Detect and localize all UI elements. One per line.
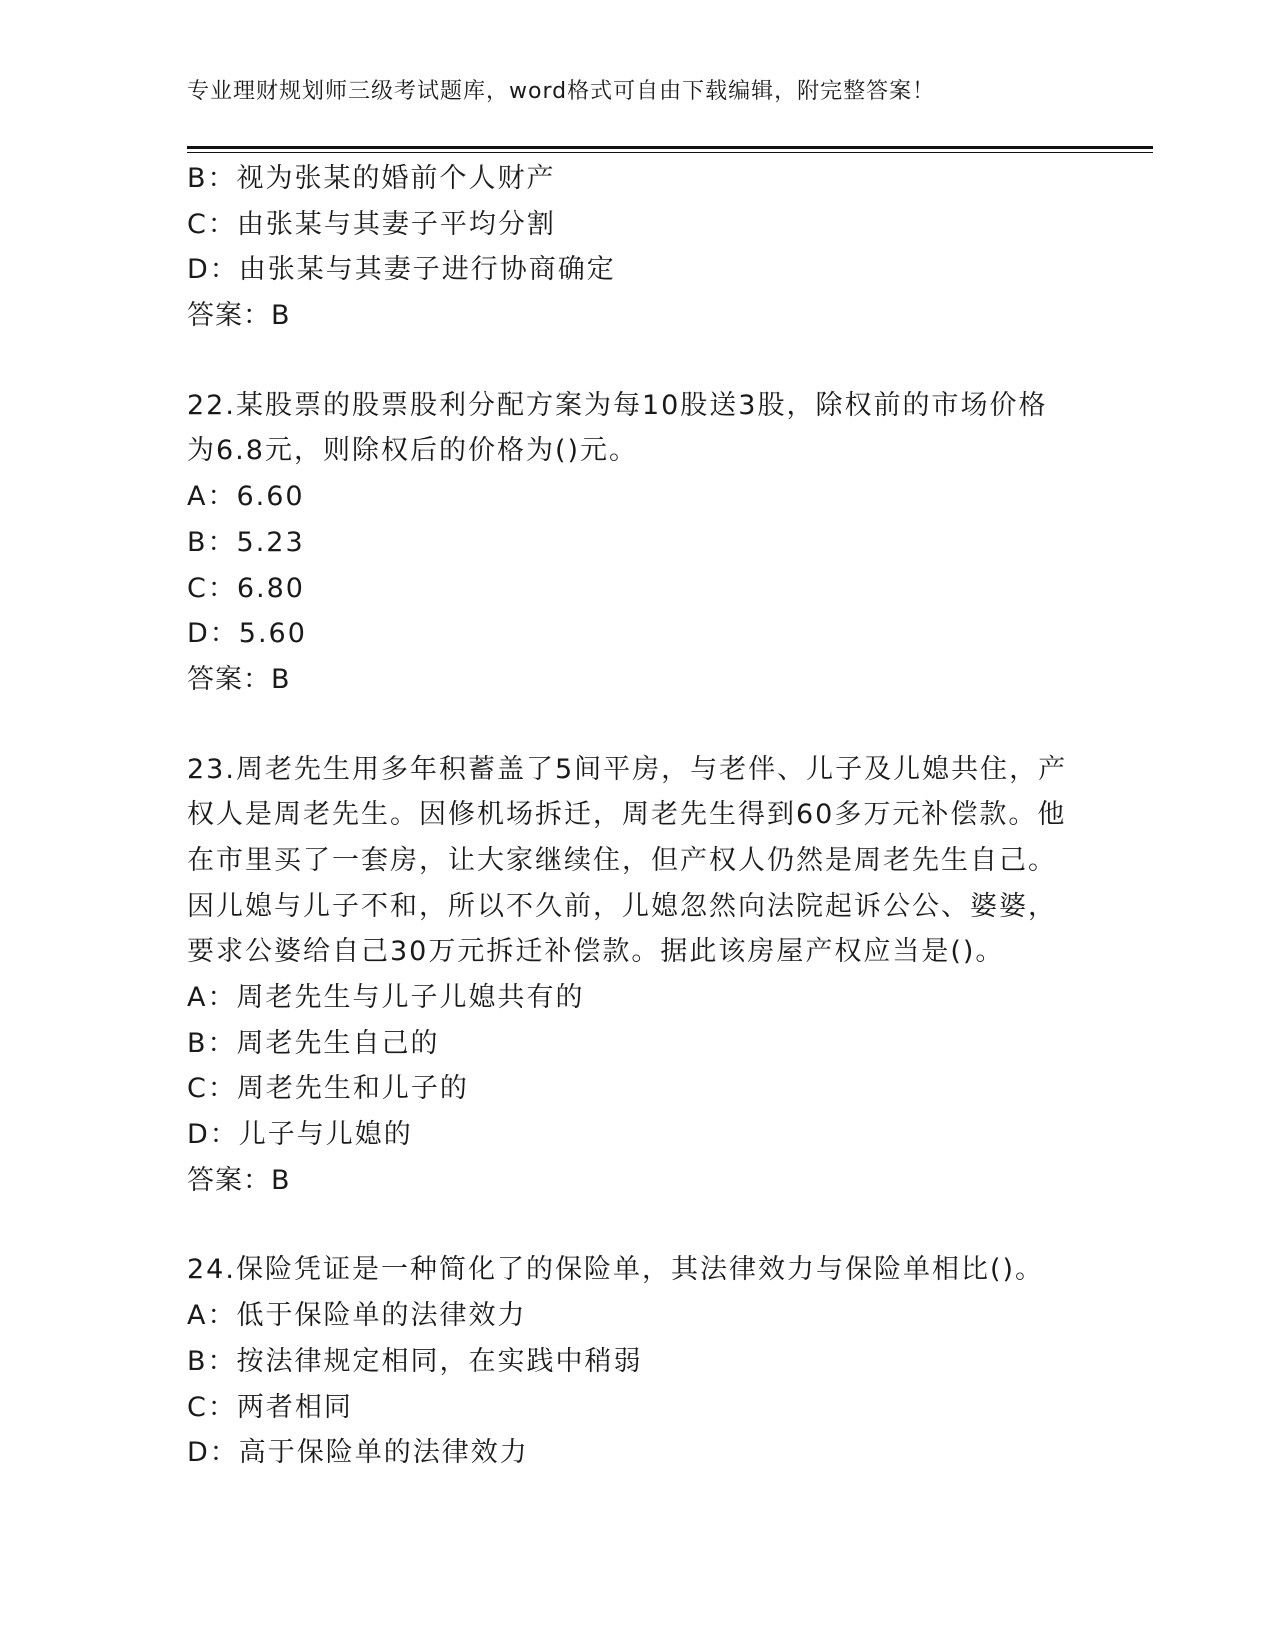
answer-line: 答案：B xyxy=(187,663,291,695)
option-b: B：5.23 xyxy=(187,526,305,558)
header-rule-thin xyxy=(187,152,1153,153)
option-b: B：周老先生自己的 xyxy=(187,1027,440,1059)
question-stem-line: 因儿媳与儿子不和，所以不久前，儿媳忽然向法院起诉公公、婆婆， xyxy=(187,890,1057,922)
answer-line: 答案：B xyxy=(187,300,291,332)
question-stem-line: 24.保险凭证是一种简化了的保险单，其法律效力与保险单相比()。 xyxy=(187,1254,1045,1286)
option-c: C：6.80 xyxy=(187,572,305,604)
option-d: D：5.60 xyxy=(187,618,307,650)
question-24 xyxy=(187,1247,1087,1475)
option-d: D：高于保险单的法律效力 xyxy=(187,1437,529,1469)
header-rule-thick xyxy=(187,146,1153,149)
continued-question xyxy=(187,156,1087,339)
option-d: D：由张某与其妻子进行协商确定 xyxy=(187,254,616,286)
question-stem-line: 为6.8元，则除权后的价格为()元。 xyxy=(187,435,639,467)
answer-line: 答案：B xyxy=(187,1164,291,1196)
question-22 xyxy=(187,383,1087,703)
question-stem-line: 22.某股票的股票股利分配方案为每10股送3股，除权前的市场价格 xyxy=(187,389,1048,421)
option-b: B：按法律规定相同，在实践中稍弱 xyxy=(187,1345,643,1377)
question-23 xyxy=(187,747,1087,1204)
question-stem-line: 23.周老先生用多年积蓄盖了5间平房，与老伴、儿子及儿媳共住，产 xyxy=(187,753,1068,785)
option-b: B：视为张某的婚前个人财产 xyxy=(187,163,556,194)
question-stem-line: 权人是周老先生。因修机场拆迁，周老先生得到60多万元补偿款。他 xyxy=(187,799,1067,831)
question-stem-line: 在市里买了一套房，让大家继续住，但产权人仍然是周老先生自己。 xyxy=(187,844,1057,876)
option-c: C：由张某与其妻子平均分割 xyxy=(187,208,556,240)
option-c: C：周老先生和儿子的 xyxy=(187,1073,469,1105)
option-a: A：周老先生与儿子儿媳共有的 xyxy=(187,982,585,1013)
question-stem-line: 要求公婆给自己30万元拆迁补偿款。据此该房屋产权应当是()。 xyxy=(187,936,1005,968)
exam-content xyxy=(187,156,1087,1476)
option-d: D：儿子与儿媳的 xyxy=(187,1119,413,1151)
option-a: A：低于保险单的法律效力 xyxy=(187,1300,527,1332)
document-header-note: 专业理财规划师三级考试题库，word格式可自由下载编辑，附完整答案！ xyxy=(187,79,936,104)
option-c: C：两者相同 xyxy=(187,1391,353,1423)
option-a: A：6.60 xyxy=(187,481,305,513)
